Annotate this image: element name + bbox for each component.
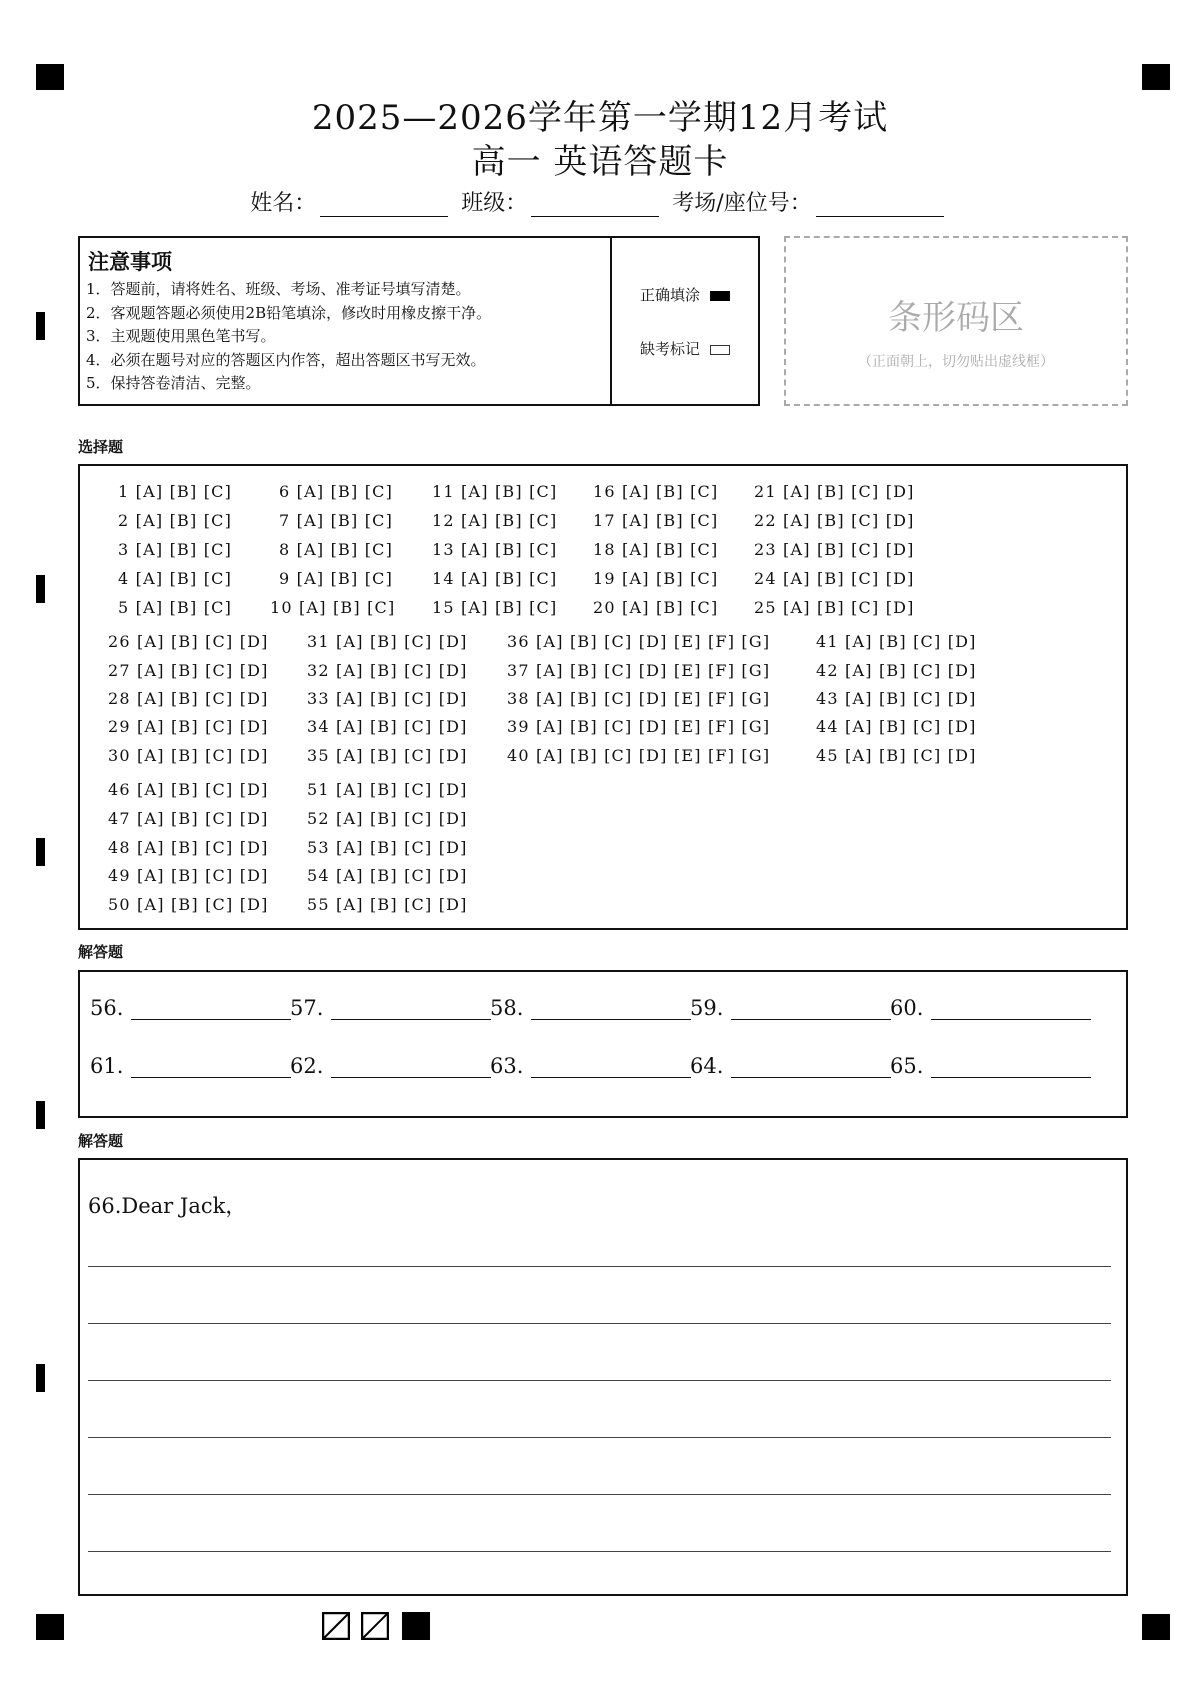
fill-item[interactable] bbox=[90, 996, 291, 1020]
essay-heading: 66.Dear Jack， bbox=[88, 1194, 247, 1218]
choice-row[interactable]: 19 [A] [B] [C] bbox=[593, 569, 719, 588]
absent-mark-box[interactable] bbox=[710, 345, 730, 355]
choice-row[interactable]: 37 [A] [B] [C] [D] [E] [F] [G] bbox=[507, 661, 771, 680]
choice-row[interactable]: 46 [A] [B] [C] [D] bbox=[108, 780, 269, 799]
choice-row[interactable]: 3 [A] [B] [C] bbox=[118, 540, 233, 559]
notice-box bbox=[78, 236, 760, 406]
card-subtitle: 高一 英语答题卡 bbox=[471, 142, 729, 182]
choice-row[interactable]: 14 [A] [B] [C] bbox=[432, 569, 558, 588]
fill-item[interactable] bbox=[690, 1054, 891, 1078]
answer-line[interactable] bbox=[531, 1055, 691, 1078]
choice-section-label: 选择题 bbox=[78, 438, 124, 456]
question-number: 64. bbox=[690, 1054, 724, 1078]
answer-line[interactable] bbox=[931, 997, 1091, 1020]
registration-mark-top-left bbox=[36, 64, 64, 90]
choice-row[interactable]: 9 [A] [B] [C] bbox=[279, 569, 394, 588]
choice-row[interactable]: 39 [A] [B] [C] [D] [E] [F] [G] bbox=[507, 717, 771, 736]
choice-row[interactable]: 34 [A] [B] [C] [D] bbox=[307, 717, 468, 736]
question-number: 65. bbox=[890, 1054, 924, 1078]
choice-row[interactable]: 8 [A] [B] [C] bbox=[279, 540, 394, 559]
choice-row[interactable]: 25 [A] [B] [C] [D] bbox=[754, 598, 915, 617]
choice-row[interactable]: 28 [A] [B] [C] [D] bbox=[108, 689, 269, 708]
page-code-filled-box bbox=[402, 1612, 430, 1640]
choice-row[interactable]: 36 [A] [B] [C] [D] [E] [F] [G] bbox=[507, 632, 771, 651]
choice-row[interactable]: 23 [A] [B] [C] [D] bbox=[754, 540, 915, 559]
legend-absent bbox=[640, 338, 730, 359]
choice-row[interactable]: 15 [A] [B] [C] bbox=[432, 598, 558, 617]
fill-item[interactable] bbox=[490, 1054, 691, 1078]
question-number: 61. bbox=[90, 1054, 124, 1078]
exam-title: 2025—2026学年第一学期12月考试 bbox=[311, 98, 889, 138]
essay-box[interactable] bbox=[78, 1158, 1128, 1596]
writing-line[interactable] bbox=[88, 1551, 1111, 1552]
choice-row[interactable]: 30 [A] [B] [C] [D] bbox=[108, 746, 269, 765]
choice-row[interactable]: 10 [A] [B] [C] bbox=[270, 598, 396, 617]
name-label: 姓名： bbox=[250, 191, 317, 216]
class-field[interactable] bbox=[531, 192, 659, 217]
answer-line[interactable] bbox=[131, 997, 291, 1020]
choice-row[interactable]: 6 [A] [B] [C] bbox=[279, 482, 394, 501]
choice-row[interactable]: 49 [A] [B] [C] [D] bbox=[108, 866, 269, 885]
answer-line[interactable] bbox=[531, 997, 691, 1020]
notice-item: 1．答题前，请将姓名、班级、考场、准考证号填写清楚。 bbox=[86, 280, 471, 298]
choice-row[interactable]: 29 [A] [B] [C] [D] bbox=[108, 717, 269, 736]
choice-row[interactable]: 47 [A] [B] [C] [D] bbox=[108, 809, 269, 828]
writing-line[interactable] bbox=[88, 1380, 1111, 1381]
fill-item[interactable] bbox=[90, 1054, 291, 1078]
notice-item: 3．主观题使用黑色笔书写。 bbox=[86, 327, 276, 345]
choice-box bbox=[78, 464, 1128, 930]
choice-row[interactable]: 38 [A] [B] [C] [D] [E] [F] [G] bbox=[507, 689, 771, 708]
question-number: 59. bbox=[690, 996, 724, 1020]
timing-mark bbox=[36, 1364, 45, 1392]
choice-row[interactable]: 26 [A] [B] [C] [D] bbox=[108, 632, 269, 651]
choice-row[interactable]: 50 [A] [B] [C] [D] bbox=[108, 895, 269, 914]
class-label: 班级： bbox=[461, 191, 528, 216]
legend-absent-label: 缺考标记 bbox=[640, 340, 701, 358]
writing-line[interactable] bbox=[88, 1494, 1111, 1495]
answer-line[interactable] bbox=[331, 997, 491, 1020]
choice-row[interactable]: 32 [A] [B] [C] [D] bbox=[307, 661, 468, 680]
fill-item[interactable] bbox=[290, 996, 491, 1020]
fill-section-label: 解答题 bbox=[78, 943, 124, 961]
answer-line[interactable] bbox=[131, 1055, 291, 1078]
question-number: 60. bbox=[890, 996, 924, 1020]
fill-item[interactable] bbox=[890, 1054, 1091, 1078]
question-number: 57. bbox=[290, 996, 324, 1020]
choice-row[interactable]: 52 [A] [B] [C] [D] bbox=[307, 809, 468, 828]
timing-mark bbox=[36, 838, 45, 866]
fill-item[interactable] bbox=[890, 996, 1091, 1020]
seat-field[interactable] bbox=[816, 192, 944, 217]
choice-row[interactable]: 24 [A] [B] [C] [D] bbox=[754, 569, 915, 588]
choice-row[interactable]: 27 [A] [B] [C] [D] bbox=[108, 661, 269, 680]
choice-row[interactable]: 45 [A] [B] [C] [D] bbox=[816, 746, 977, 765]
question-number: 58. bbox=[490, 996, 524, 1020]
choice-row[interactable]: 40 [A] [B] [C] [D] [E] [F] [G] bbox=[507, 746, 771, 765]
choice-row[interactable]: 17 [A] [B] [C] bbox=[593, 511, 719, 530]
choice-row[interactable]: 55 [A] [B] [C] [D] bbox=[307, 895, 468, 914]
writing-line[interactable] bbox=[88, 1266, 1111, 1267]
choice-row[interactable]: 4 [A] [B] [C] bbox=[118, 569, 233, 588]
fill-box bbox=[78, 970, 1128, 1118]
barcode-title: 条形码区 bbox=[888, 298, 1024, 338]
choice-row[interactable]: 42 [A] [B] [C] [D] bbox=[816, 661, 977, 680]
notice-item: 4．必须在题号对应的答题区内作答，超出答题区书写无效。 bbox=[86, 350, 486, 369]
choice-row[interactable]: 33 [A] [B] [C] [D] bbox=[307, 689, 468, 708]
choice-row[interactable]: 16 [A] [B] [C] bbox=[593, 482, 719, 501]
choice-row[interactable]: 22 [A] [B] [C] [D] bbox=[754, 511, 915, 530]
notice-title: 注意事项 bbox=[88, 249, 172, 274]
name-field[interactable] bbox=[320, 192, 448, 217]
registration-mark-top-right bbox=[1142, 64, 1170, 90]
barcode-note: （正面朝上，切勿贴出虚线框） bbox=[858, 354, 1054, 370]
choice-row[interactable]: 43 [A] [B] [C] [D] bbox=[816, 689, 977, 708]
writing-line[interactable] bbox=[88, 1323, 1111, 1324]
fill-legend bbox=[610, 238, 762, 404]
legend-correct-label: 正确填涂 bbox=[640, 286, 701, 304]
choice-row[interactable]: 53 [A] [B] [C] [D] bbox=[307, 838, 468, 857]
registration-mark-bottom-left bbox=[36, 1614, 64, 1640]
writing-line[interactable] bbox=[88, 1437, 1111, 1438]
fill-item[interactable] bbox=[490, 996, 691, 1020]
answer-line[interactable] bbox=[931, 1055, 1091, 1078]
student-info-row bbox=[0, 186, 1200, 217]
essay-section-label: 解答题 bbox=[78, 1132, 124, 1150]
timing-mark bbox=[36, 575, 45, 603]
choice-row[interactable]: 2 [A] [B] [C] bbox=[118, 511, 233, 530]
page-code-slash-box bbox=[361, 1612, 389, 1640]
question-number: 56. bbox=[90, 996, 124, 1020]
choice-row[interactable]: 13 [A] [B] [C] bbox=[432, 540, 558, 559]
choice-row[interactable]: 20 [A] [B] [C] bbox=[593, 598, 719, 617]
fill-item[interactable] bbox=[290, 1054, 491, 1078]
choice-row[interactable]: 48 [A] [B] [C] [D] bbox=[108, 838, 269, 857]
answer-line[interactable] bbox=[731, 1055, 891, 1078]
notice-item: 2．客观题答题必须使用2B铅笔填涂，修改时用橡皮擦干净。 bbox=[86, 303, 492, 322]
choice-row[interactable]: 11 [A] [B] [C] bbox=[432, 482, 558, 501]
barcode-area bbox=[784, 236, 1128, 406]
answer-line[interactable] bbox=[331, 1055, 491, 1078]
legend-correct bbox=[640, 284, 730, 305]
notice-list bbox=[86, 278, 491, 396]
choice-row[interactable]: 54 [A] [B] [C] [D] bbox=[307, 866, 468, 885]
choice-row[interactable]: 31 [A] [B] [C] [D] bbox=[307, 632, 468, 651]
choice-row[interactable]: 18 [A] [B] [C] bbox=[593, 540, 719, 559]
answer-line[interactable] bbox=[731, 997, 891, 1020]
choice-row[interactable]: 21 [A] [B] [C] [D] bbox=[754, 482, 915, 501]
choice-row[interactable]: 12 [A] [B] [C] bbox=[432, 511, 558, 530]
choice-row[interactable]: 44 [A] [B] [C] [D] bbox=[816, 717, 977, 736]
choice-row[interactable]: 7 [A] [B] [C] bbox=[279, 511, 394, 530]
question-number: 62. bbox=[290, 1054, 324, 1078]
page-code-slash-box bbox=[322, 1612, 350, 1640]
choice-row[interactable]: 51 [A] [B] [C] [D] bbox=[307, 780, 468, 799]
choice-row[interactable]: 35 [A] [B] [C] [D] bbox=[307, 746, 468, 765]
question-number: 63. bbox=[490, 1054, 524, 1078]
seat-label: 考场/座位号： bbox=[672, 191, 812, 216]
filled-swatch bbox=[710, 291, 730, 301]
fill-item[interactable] bbox=[690, 996, 891, 1020]
timing-mark bbox=[36, 1101, 45, 1129]
choice-row[interactable]: 1 [A] [B] [C] bbox=[118, 482, 233, 501]
choice-row[interactable]: 41 [A] [B] [C] [D] bbox=[816, 632, 977, 651]
notice-item: 5．保持答卷清洁、完整。 bbox=[86, 374, 261, 392]
timing-mark bbox=[36, 312, 45, 340]
registration-mark-bottom-right bbox=[1142, 1614, 1170, 1640]
choice-row[interactable]: 5 [A] [B] [C] bbox=[118, 598, 233, 617]
